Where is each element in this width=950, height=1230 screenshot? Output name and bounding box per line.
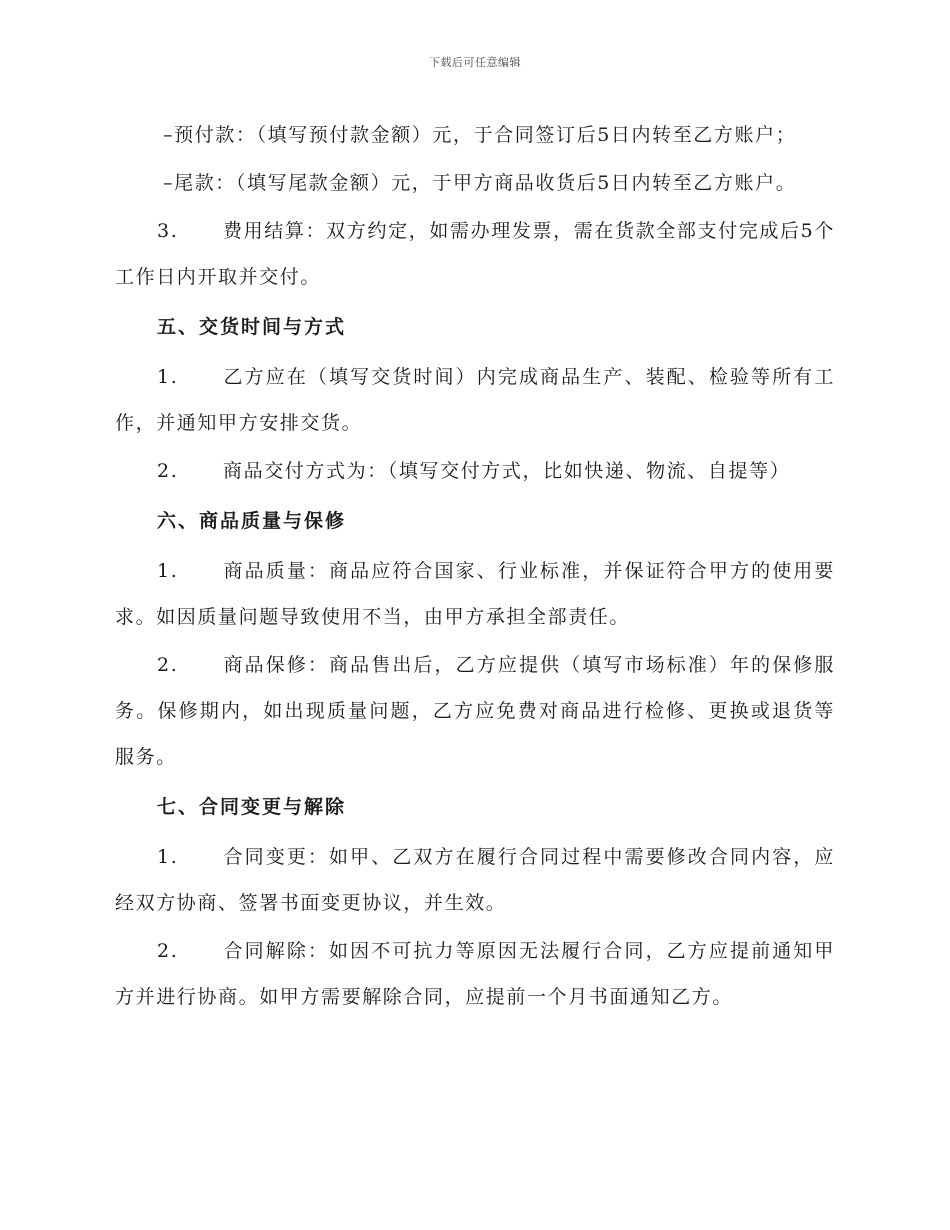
clause-number: 1.: [157, 560, 179, 582]
section-heading-delivery: 五、交货时间与方式: [157, 316, 347, 338]
clause-product-quality: [115, 548, 835, 640]
paragraph-final-payment: –尾款：（填写尾款金额）元，于甲方商品收货后5日内转至乙方账户。: [163, 172, 797, 194]
clause-text: 商品交付方式为：（填写交付方式，比如快递、物流、自提等）: [223, 460, 791, 482]
clause-text: 合同解除：如因不可抗力等原因无法履行合同，乙方应提前通知甲方并进行协商。如甲方需要解除合同，应提前一个月书面通知乙方。: [115, 940, 835, 1008]
clause-number: 2.: [157, 940, 179, 962]
document-body: [115, 112, 835, 1022]
clause-text: 费用结算：双方约定，如需办理发票，需在货款全部支付完成后5个工作日内开取并交付。: [115, 220, 835, 288]
clause-text: 乙方应在（填写交货时间）内完成商品生产、装配、检验等所有工作，并通知甲方安排交货。: [115, 366, 835, 434]
clause-warranty: [115, 642, 835, 780]
clause-fee-settlement: [115, 208, 835, 300]
clause-contract-change: [115, 834, 835, 926]
clause-delivery-method: [115, 448, 835, 494]
clause-number: 1.: [157, 846, 179, 868]
clause-number: 2.: [157, 654, 179, 676]
clause-number: 3.: [157, 220, 179, 242]
clause-text: 商品保修：商品售出后，乙方应提供（填写市场标准）年的保修服务。保修期内，如出现质量问题，乙方应免费对商品进行检修、更换或退货等服务。: [115, 654, 835, 768]
clause-number: 2.: [157, 460, 179, 482]
page-header: 下载后可任意编辑: [429, 56, 521, 69]
clause-contract-termination: [115, 928, 835, 1020]
clause-text: 合同变更：如甲、乙双方在履行合同过程中需要修改合同内容，应经双方协商、签署书面变更协议，并生效。: [115, 846, 835, 914]
clause-delivery-time: [115, 354, 835, 446]
paragraph-prepayment: –预付款：（填写预付款金额）元，于合同签订后5日内转至乙方账户；: [163, 124, 797, 146]
section-heading-contract-change: 七、合同变更与解除: [157, 796, 347, 818]
clause-number: 1.: [157, 366, 179, 388]
clause-text: 商品质量：商品应符合国家、行业标准，并保证符合甲方的使用要求。如因质量问题导致使用不当，由甲方承担全部责任。: [115, 560, 835, 628]
section-heading-quality: 六、商品质量与保修: [157, 510, 347, 532]
